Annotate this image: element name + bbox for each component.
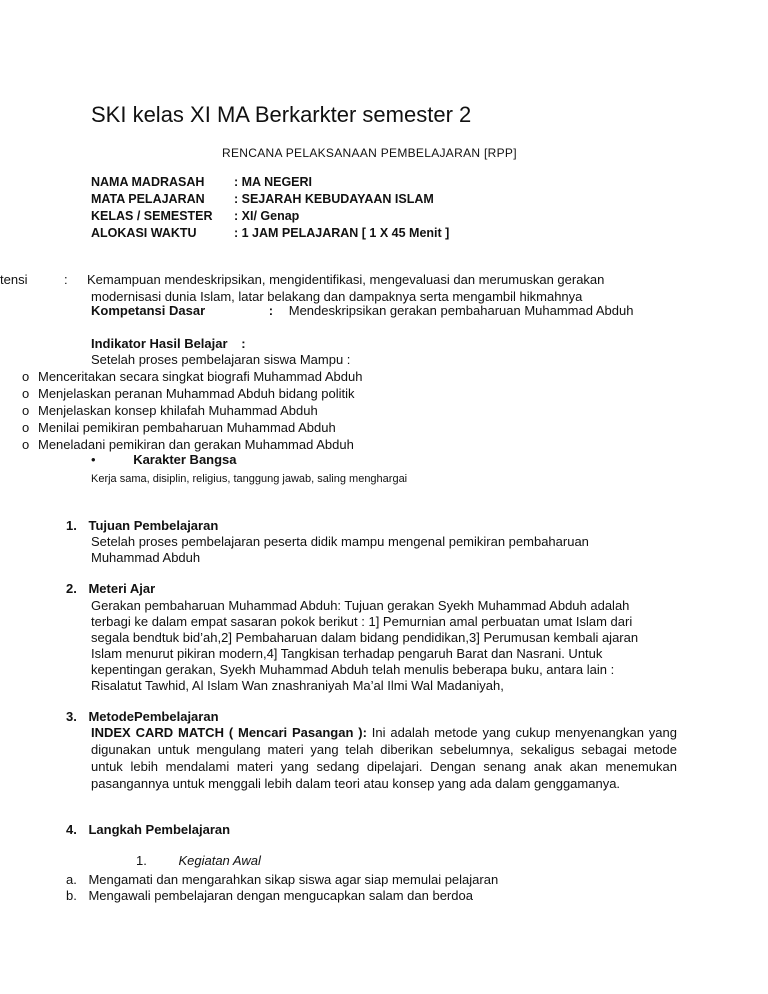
list-marker: a. (66, 872, 77, 887)
section-tujuan-heading (66, 518, 218, 533)
metode-paragraph (91, 724, 677, 792)
section-number: 1. (66, 518, 77, 533)
meta-value: : 1 JAM PELAJARAN [ 1 X 45 Menit ] (234, 226, 450, 240)
meta-value: : SEJARAH KEBUDAYAAN ISLAM (234, 192, 434, 206)
meta-key: NAMA MADRASAH (91, 175, 205, 189)
indikator-intro: Setelah proses pembelajaran siswa Mampu : (91, 352, 351, 367)
kompetensi-dasar (91, 303, 633, 318)
section-number: 4. (66, 822, 77, 837)
list-item-text: Menjelaskan konsep khilafah Muhammad Abduh (38, 403, 318, 418)
karakter-heading (91, 452, 237, 467)
meta-key: KELAS / SEMESTER (91, 209, 213, 223)
list-item (66, 888, 473, 903)
list-item (22, 369, 362, 384)
subsection-number: 1. (136, 853, 147, 868)
section-heading: Langkah Pembelajaran (88, 822, 231, 837)
section-metode-heading (66, 709, 219, 724)
subsection-title: Kegiatan Awal (178, 853, 261, 868)
kompetensi-colon: : (64, 272, 68, 287)
subsection-heading (136, 853, 261, 868)
paragraph-line: Risalatut Tawhid, Al Islam Wan znashraniyah Ma’al Ilmi Wal Madaniyah, (91, 678, 504, 693)
indikator-colon: : (241, 336, 246, 351)
list-item (22, 420, 336, 435)
list-item (22, 386, 355, 401)
meta-value: : MA NEGERI (234, 175, 313, 189)
kompetensi-dasar-label: Kompetansi Dasar (91, 303, 206, 318)
karakter-values: Kerja sama, disiplin, religius, tanggung jawab, saling menghargai (91, 473, 408, 485)
list-marker: o (22, 369, 30, 384)
document-subtitle: RENCANA PELAKSANAAN PEMBELAJARAN [RPP] (222, 146, 517, 160)
meta-row (91, 192, 434, 206)
list-item-text: Meneladani pemikiran dan gerakan Muhammad Abduh (38, 437, 354, 452)
document-title: SKI kelas XI MA Berkarkter semester 2 (91, 102, 472, 127)
list-marker: b. (66, 888, 77, 903)
meta-row (91, 226, 449, 240)
paragraph-line: Gerakan pembaharuan Muhammad Abduh: Tujuan gerakan Syekh Muhammad Abduh adalah (91, 598, 630, 613)
section-heading: Meteri Ajar (88, 581, 156, 596)
section-number: 3. (66, 709, 77, 724)
list-item-text: Menceritakan secara singkat biografi Muhammad Abduh (38, 369, 363, 384)
kompetensi-dasar-value: Mendeskripsikan gerakan pembaharuan Muhammad Abduh (288, 303, 634, 318)
meta-value: : XI/ Genap (234, 209, 300, 223)
list-marker: o (22, 403, 30, 418)
paragraph-line: Setelah proses pembelajaran peserta didik mampu mengenal pemikiran pembaharuan (91, 534, 589, 549)
list-item-text: Mengamati dan mengarahkan sikap siswa agar siap memulai pelajaran (88, 872, 499, 887)
section-langkah-heading (66, 822, 230, 837)
list-item-text: Mengawali pembelajaran dengan mengucapkan salam dan berdoa (88, 888, 473, 903)
meta-row (91, 209, 299, 223)
meta-key: MATA PELAJARAN (91, 192, 205, 206)
paragraph-line: segala bendtuk bid’ah,2] Pembaharuan dalam bidang pendidikan,3] Perumusan kembali ajaran (91, 630, 639, 645)
meta-row (91, 175, 312, 189)
paragraph-line: Muhammad Abduh (91, 550, 201, 565)
paragraph-line: kepentingan gerakan, Syekh Muhammad Abduh telah menulis beberapa buku, antara lain : (91, 662, 615, 677)
karakter-label: Karakter Bangsa (133, 452, 237, 467)
bullet-icon: • (91, 452, 96, 467)
list-marker: o (22, 420, 30, 435)
meta-key: ALOKASI WAKTU (91, 226, 197, 240)
list-marker: o (22, 386, 30, 401)
kompetensi-line: modernisasi dunia Islam, latar belakang dan dampaknya serta mengambil hikmahnya (91, 289, 583, 304)
list-item-text: Menjelaskan peranan Muhammad Abduh bidang politik (38, 386, 355, 401)
section-heading: Tujuan Pembelajaran (88, 518, 219, 533)
paragraph-line: Islam menurut pikiran modern,4] Tangkisan terhadap pengaruh Barat dan Nasrani. Untuk (91, 646, 603, 661)
section-number: 2. (66, 581, 77, 596)
list-item (22, 437, 354, 452)
list-item (66, 872, 498, 887)
indikator-label: Indikator Hasil Belajar (91, 336, 228, 351)
section-materi-heading (66, 581, 155, 596)
section-heading: MetodePembelajaran (88, 709, 219, 724)
list-marker: o (22, 437, 30, 452)
paragraph-line: terbagi ke dalam empat sasaran pokok berikut : 1] Pemurnian amal perbuatan umat Islam dari (91, 614, 633, 629)
metode-lead: INDEX CARD MATCH ( Mencari Pasangan ): (91, 725, 367, 740)
kompetensi-line: Kemampuan mendeskripsikan, mengidentifikasi, mengevaluasi dan merumuskan gerakan (87, 272, 605, 287)
kompetensi-label: tensi (0, 272, 28, 287)
list-item (22, 403, 318, 418)
metode-text: Ini adalah metode yang cukup menyenangkan yang digunakan untuk mengulang materi yang telah diberikan sebelumnya, sekaligus sebagai metode untuk lebih mendalami materi yang sedang dipelajari. Dengan senang anak akan menemukan pasangannya untuk menggali lebih dalam teori atau konsep yang ada dalam genggamanya. (91, 725, 677, 791)
list-item-text: Menilai pemikiran pembaharuan Muhammad Abduh (38, 420, 336, 435)
kompetensi-dasar-colon: : (268, 303, 274, 318)
indikator-heading (91, 336, 246, 351)
